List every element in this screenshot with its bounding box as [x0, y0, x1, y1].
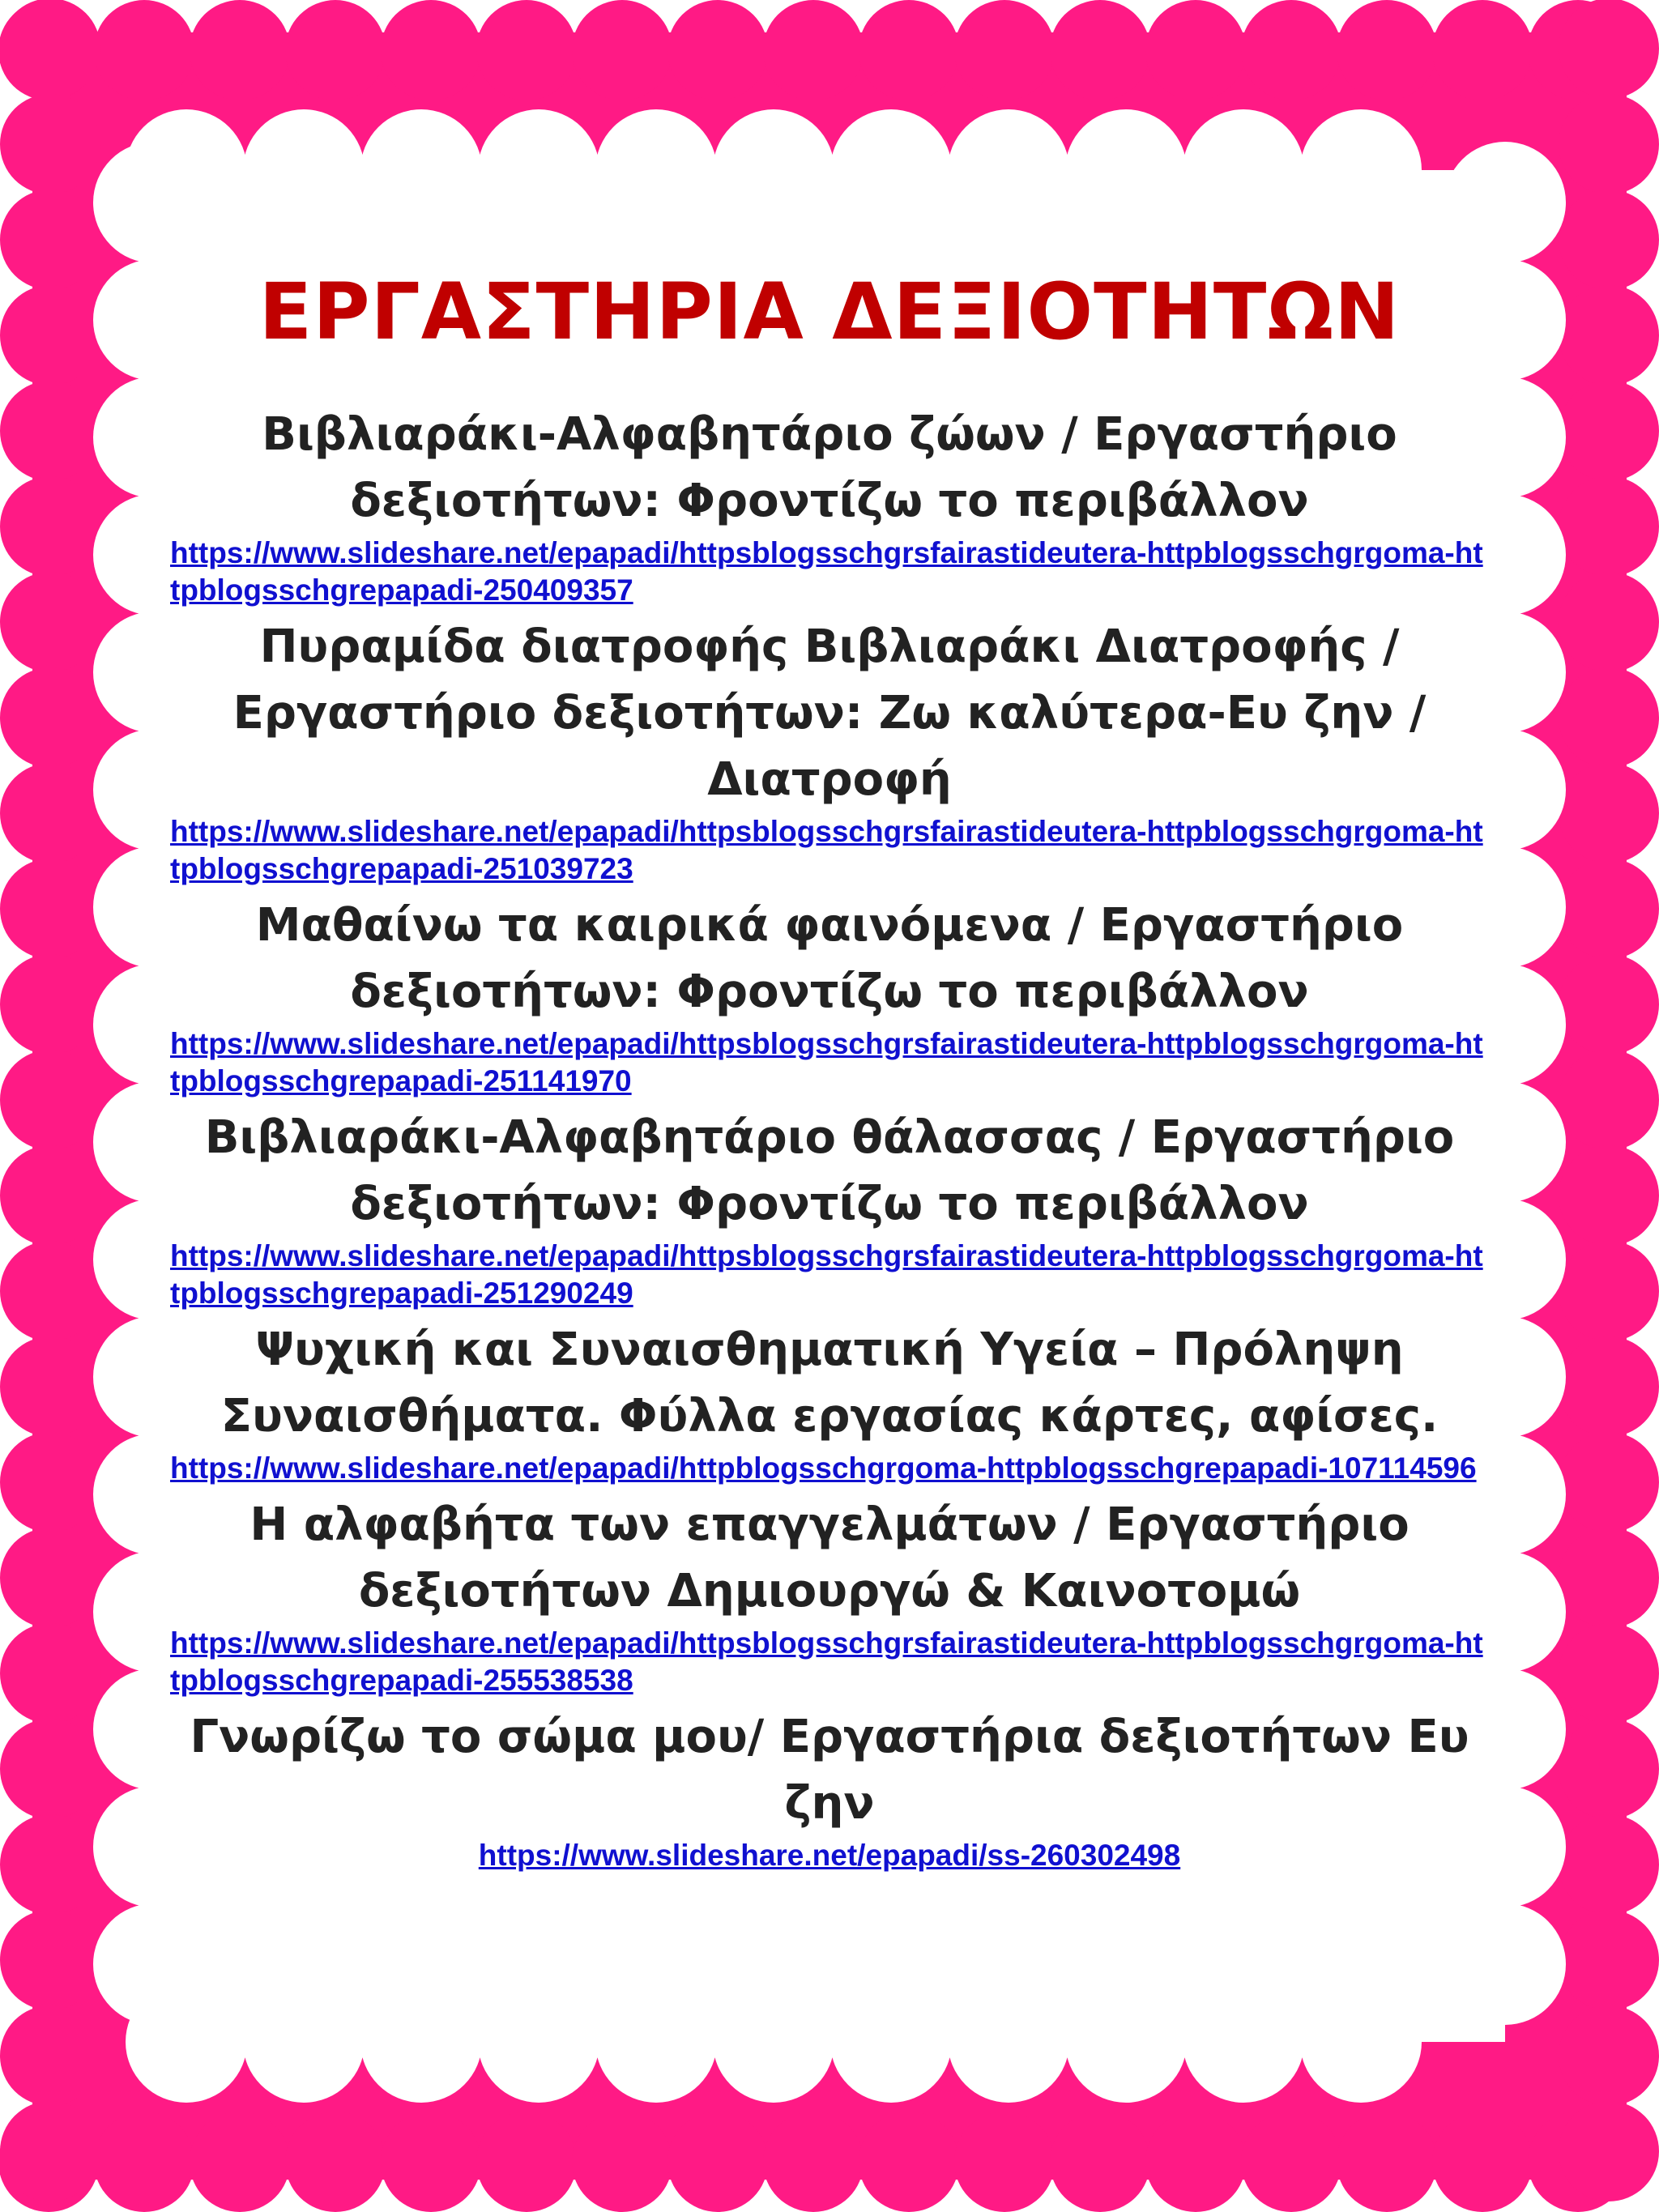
entry-link[interactable]: https://www.slideshare.net/epapadi/httpsblogsschgrsfairastideutera-httpblogsschgrgoma-httpblogsschgrepapadi-255538538: [170, 1626, 1483, 1698]
entry-title: Πυραμίδα διατροφής Βιβλιαράκι Διατροφής / Εργαστήριο δεξιοτήτων: Ζω καλύτερα-Ευ ζην / Διατροφή: [232, 620, 1427, 807]
entry-link[interactable]: https://www.slideshare.net/epapadi/httpsblogsschgrsfairastideutera-httpblogsschgrgoma-httpblogsschgrepapadi-251290249: [170, 1239, 1483, 1311]
entry-my-body: [170, 1704, 1489, 1874]
entry-title: Βιβλιαράκι-Αλφαβητάριο ζώων / Εργαστήριο δεξιοτήτων: Φροντίζω το περιβάλλον: [262, 408, 1397, 528]
document-content: [170, 267, 1489, 1879]
entry-title: Βιβλιαράκι-Αλφαβητάριο θάλασσας / Εργαστήριο δεξιοτήτων: Φροντίζω το περιβάλλον: [204, 1111, 1455, 1231]
entry-title: Γνωρίζω το σώμα μου/ Εργαστήρια δεξιοτήτων Ευ ζην: [190, 1711, 1469, 1831]
entry-link[interactable]: https://www.slideshare.net/epapadi/httpsblogsschgrsfairastideutera-httpblogsschgrgoma-httpblogsschgrepapadi-250409357: [170, 536, 1483, 607]
entry-title: Ψυχική και Συναισθηματική Υγεία – Πρόληψη Συναισθήματα. Φύλλα εργασίας κάρτες, αφίσες.: [220, 1323, 1439, 1443]
entry-sea-alphabet: [170, 1105, 1489, 1312]
entry-mental-health: [170, 1317, 1489, 1487]
entry-nutrition-pyramid: [170, 614, 1489, 888]
entry-professions-alphabet: [170, 1492, 1489, 1699]
entry-link[interactable]: https://www.slideshare.net/epapadi/httpsblogsschgrsfairastideutera-httpblogsschgrgoma-httpblogsschgrepapadi-251141970: [170, 1027, 1483, 1098]
entry-weather: [170, 893, 1489, 1100]
entry-title: Μαθαίνω τα καιρικά φαινόμενα / Εργαστήριο δεξιοτήτων: Φροντίζω το περιβάλλον: [255, 899, 1404, 1019]
entry-link[interactable]: https://www.slideshare.net/epapadi/httpsblogsschgrsfairastideutera-httpblogsschgrgoma-httpblogsschgrepapadi-251039723: [170, 815, 1483, 886]
entry-link[interactable]: https://www.slideshare.net/epapadi/httpblogsschgrgoma-httpblogsschgrepapadi-107114596: [170, 1451, 1477, 1485]
entry-animals-alphabet: [170, 402, 1489, 609]
entry-link[interactable]: https://www.slideshare.net/epapadi/ss-260302498: [478, 1839, 1181, 1873]
page-title: ΕΡΓΑΣΤΗΡΙΑ ΔΕΞΙΟΤΗΤΩΝ: [258, 266, 1401, 357]
entry-title: Η αλφαβήτα των επαγγελμάτων / Εργαστήριο δεξιοτήτων Δημιουργώ & Καινοτομώ: [249, 1498, 1410, 1618]
